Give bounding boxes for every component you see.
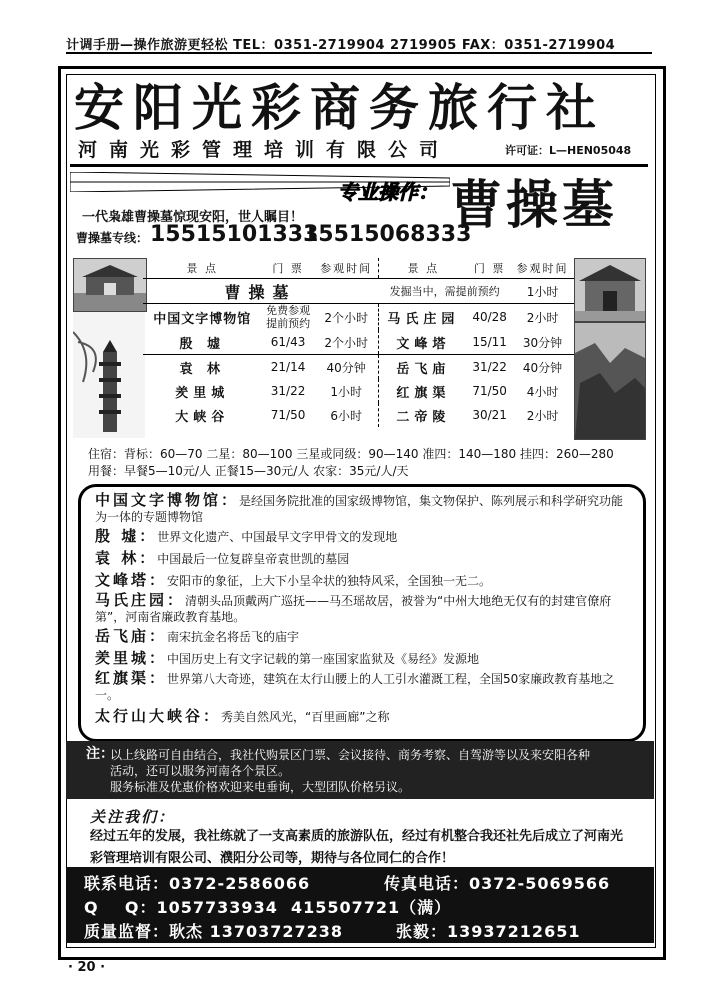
site-time: 30分钟 xyxy=(522,335,563,350)
feature-time: 1小时 xyxy=(526,284,559,299)
site-name: 中国文字博物馆 xyxy=(153,311,252,327)
follow-us-title: 关注我们： xyxy=(90,808,176,826)
site-price: 21/14 xyxy=(270,360,306,374)
detail-text: 清朝头品顶戴两广巡抚——马丕瑶故居，被誉为“中州大地绝无仅有的封建官僚府第”，河南省廉政教育基地。 xyxy=(95,594,612,624)
table-row xyxy=(143,330,574,355)
note-box xyxy=(66,741,654,799)
tel-number: 0372-2586066 xyxy=(169,874,311,893)
site-price: 40/28 xyxy=(472,310,507,324)
detail-text: 中国最后一位复辟皇帝袁世凯的墓园 xyxy=(157,552,350,566)
contact-fax-row xyxy=(384,871,610,894)
detail-item xyxy=(95,572,630,589)
detail-item xyxy=(95,492,630,525)
site-time: 1小时 xyxy=(330,384,362,399)
detail-label: 岳飞庙： xyxy=(95,627,168,645)
col-header: 门 票 xyxy=(261,258,314,279)
follow-us-text: 经过五年的发展，我社练就了一支高素质的旅游队伍，经过有机整合我还社先后成立了河南光彩管理培训有限公司、濮阳分公司等，期待与各位同仁的合作！ xyxy=(90,829,624,866)
contact-tel-row xyxy=(84,871,310,894)
site-price: 71/50 xyxy=(472,384,507,398)
detail-text: 世界第八大奇迹，建筑在太行山腰上的人工引水灌溉工程，全国50家廉政教育基地之一。 xyxy=(95,672,615,702)
site-price: 31/22 xyxy=(270,384,306,398)
site-time: 4小时 xyxy=(526,384,559,399)
company-subname: 河南光彩管理培训有限公司 xyxy=(78,139,451,161)
table-row xyxy=(143,355,574,380)
detail-item xyxy=(95,708,630,725)
table-row xyxy=(143,379,574,403)
qq-label: Q Q： xyxy=(84,898,157,917)
site-name: 二帝陵 xyxy=(378,403,468,427)
feature-note: 发掘当中，需提前预约 xyxy=(389,285,500,298)
sites-table xyxy=(143,258,574,427)
site-time: 40分钟 xyxy=(522,360,563,375)
site-price: 15/11 xyxy=(472,335,507,349)
detail-text: 南宋抗金名将岳飞的庙宇 xyxy=(167,630,300,644)
canyon-photo xyxy=(574,322,646,440)
divider xyxy=(70,164,648,167)
qc-contact-2: 张毅：13937212651 xyxy=(396,922,581,941)
detail-text: 世界文化遗产、中国最早文字甲骨文的发现地 xyxy=(157,530,398,544)
price-info xyxy=(88,446,614,480)
col-header: 景 点 xyxy=(143,258,261,279)
table-header-row xyxy=(143,258,574,279)
page-number: · 20 · xyxy=(68,960,106,975)
detail-text: 是经国务院批准的国家级博物馆，集文物保护、陈列展示和科学研究功能为一体的专题博物馆 xyxy=(95,494,624,524)
site-name: 马氏庄园 xyxy=(378,304,468,331)
detail-label: 袁 林： xyxy=(95,549,158,567)
detail-item xyxy=(95,592,630,625)
qc-contact-1: 耿杰 13703727238 xyxy=(169,922,344,941)
site-price: 71/50 xyxy=(270,408,306,422)
lodging-prices: 住宿：背标：60—70 二星：80—100 三星或同级：90—140 准四：140—180 挂四：260—280 xyxy=(88,447,614,461)
detail-label: 太行山大峡谷： xyxy=(95,707,222,725)
detail-item xyxy=(95,650,630,667)
fax-label: 传真电话： xyxy=(384,874,470,893)
meal-prices: 用餐：早餐5—10元/人 正餐15—30元/人 农家：35元/人/天 xyxy=(88,464,409,478)
manor-photo xyxy=(574,258,646,322)
site-name: 岳飞庙 xyxy=(378,355,468,380)
site-price: 免费参观 提前预约 xyxy=(266,304,311,330)
site-name: 红旗渠 xyxy=(378,379,468,403)
tomb-big-title: 曹操墓 xyxy=(450,176,619,236)
site-time: 40分钟 xyxy=(326,360,366,375)
pagoda-photo xyxy=(73,312,145,438)
contact-qq-row xyxy=(84,895,451,918)
site-time: 2小时 xyxy=(526,408,559,423)
detail-item xyxy=(95,628,630,645)
license-number: 许可证：L—HEN05048 xyxy=(505,144,632,157)
feature-site-name: 曹操墓 xyxy=(224,282,297,302)
col-header: 参观时间 xyxy=(511,258,574,279)
hotline-phone-1: 15515101333 xyxy=(150,222,319,247)
pro-operation-label: 专业操作： xyxy=(338,180,438,204)
site-name: 文峰塔 xyxy=(378,330,468,355)
slogan: 一代枭雄曹操墓惊现安阳，世人瞩目！ xyxy=(82,210,304,225)
detail-item xyxy=(95,528,630,545)
site-time: 6小时 xyxy=(330,408,362,423)
site-price: 31/22 xyxy=(472,360,507,374)
detail-label: 马氏庄园： xyxy=(95,591,186,609)
detail-text: 中国历史上有文字记载的第一座国家监狱及《易经》发源地 xyxy=(167,652,480,666)
site-name: 大峡谷 xyxy=(175,409,230,425)
detail-item xyxy=(95,670,630,703)
detail-label: 红旗渠： xyxy=(95,669,168,687)
site-time: 2小时 xyxy=(526,310,559,325)
detail-label: 殷 墟： xyxy=(95,527,158,545)
site-time: 2个小时 xyxy=(324,335,368,350)
contact-box xyxy=(66,867,654,943)
note-label: 注： xyxy=(86,746,114,762)
site-price: 61/43 xyxy=(270,335,306,349)
site-price: 30/21 xyxy=(472,408,507,422)
col-header: 景 点 xyxy=(378,258,468,279)
note-line-2: 活动，还可以服务河南各个景区。 xyxy=(110,764,291,778)
table-row-feature xyxy=(143,279,574,304)
hotline-phone-2: 15515068333 xyxy=(303,222,472,247)
site-time: 2个小时 xyxy=(324,310,368,325)
gate-photo xyxy=(73,258,147,312)
detail-label: 中国文字博物馆： xyxy=(95,491,240,509)
detail-text: 秀美自然风光，“百里画廊”之称 xyxy=(221,710,390,724)
detail-text: 安阳市的象征，上大下小呈伞状的独特风采，全国独一无二。 xyxy=(167,574,492,588)
detail-item xyxy=(95,550,630,567)
qc-label: 质量监督： xyxy=(84,922,170,941)
site-name: 殷 墟 xyxy=(179,336,225,352)
table-row xyxy=(143,403,574,427)
contact-qc-row xyxy=(84,919,343,942)
tel-label: 联系电话： xyxy=(84,874,170,893)
site-name: 袁 林 xyxy=(179,361,225,377)
note-line-1: 以上线路可自由结合，我社代购景区门票、会议接待、商务考察、自驾游等以及来安阳各种 xyxy=(110,748,591,762)
qq-numbers: 1057733934 415507721（满） xyxy=(156,898,452,917)
company-name: 安阳光彩商务旅行社 xyxy=(74,79,605,137)
note-line-3: 服务标准及优惠价格欢迎来电垂询，大型团队价格另议。 xyxy=(110,780,411,794)
detail-label: 羑里城： xyxy=(95,649,168,667)
fax-number: 0372-5069566 xyxy=(469,874,611,893)
hotline-label: 曹操墓专线： xyxy=(76,231,149,245)
col-header: 参观时间 xyxy=(315,258,378,279)
col-header: 门 票 xyxy=(468,258,511,279)
site-name: 羑里城 xyxy=(175,385,230,401)
table-row xyxy=(143,304,574,331)
header-bar: 计调手册—操作旅游更轻松 TEL：0351-2719904 2719905 FAX：0351-2719904 xyxy=(66,34,652,54)
detail-label: 文峰塔： xyxy=(95,571,168,589)
